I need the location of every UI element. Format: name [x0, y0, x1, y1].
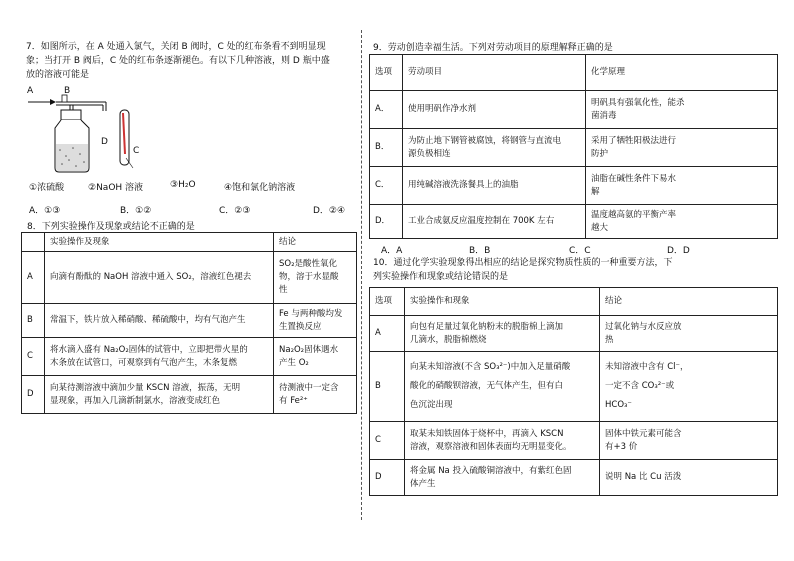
q8-header-label [22, 233, 45, 252]
q7-option-d[interactable]: D．②④ [313, 206, 346, 216]
fig-label-b: B [64, 86, 71, 96]
q9-header-label: 选项 [370, 55, 403, 91]
q8-header-conclusion: 结论 [274, 233, 357, 252]
q9-header-principle: 化学原理 [586, 55, 778, 91]
q8-header-op: 实验操作及现象 [45, 233, 274, 252]
q10-header-conclusion: 结论 [600, 288, 778, 316]
table-row: D 向某待测溶液中滴加少量 KSCN 溶液，振荡，无明 显现象，再加入几滴新制氯水，溶液变成红色 待测液中一定含 有 Fe²⁺ [22, 376, 357, 414]
table-row: B 常温下，铁片放入稀硝酸、稀硫酸中，均有气泡产生 Fe 与两种酸均发 生置换反应 [22, 304, 357, 338]
column-divider [361, 30, 362, 520]
q7-option-c[interactable]: C．②③ [219, 206, 251, 216]
q7-stem: 7．如图所示，在 A 处通入氯气，关闭 B 阀时，C 处的红布条看不到明显现 象；当打开 B 阀后，C 处的红布条逐渐褪色。有以下几种溶液，则 D 瓶中盛 放的溶液可能是 [26, 42, 330, 80]
table-row: D． 工业合成氨反应温度控制在 700K 左右 温度越高氨的平衡产率 越大 [370, 205, 778, 239]
q9-option-d[interactable]: D．D [667, 246, 690, 256]
table-row: B 向某未知溶液(不含 SO₃²⁻)中加入足量硝酸 酸化的硝酸钡溶液，无气体产生，但有白 色沉淀出现 未知溶液中含有 Cl⁻， 一定不含 CO₃²⁻或 HCO₃⁻ [370, 352, 778, 422]
q10-header-op: 实验操作和现象 [405, 288, 600, 316]
q9-table [369, 54, 778, 239]
fig-label-d: D [101, 137, 108, 147]
q9-option-b[interactable]: B．B [469, 246, 491, 256]
table-row: A． 使用明矾作净水剂 明矾具有强氧化性，能杀 菌消毒 [370, 91, 778, 129]
table-row: A 向滴有酚酞的 NaOH 溶液中通入 SO₂，溶液红色褪去 SO₂是酸性氧化 物，溶于水显酸 性 [22, 252, 357, 304]
table-row: B． 为防止地下钢管被腐蚀，将钢管与直流电 源负极相连 采用了牺牲阳极法进行 防护 [370, 129, 778, 167]
q7-item-3: ③H₂O [170, 180, 196, 190]
q8-stem: 8．下列实验操作及现象或结论不正确的是 [27, 222, 195, 232]
fig-label-a: A [27, 86, 34, 96]
q9-option-a[interactable]: A．A [381, 246, 403, 256]
q10-table [369, 287, 778, 496]
q10-stem: 10．通过化学实验现象得出相应的结论是探究物质性质的一种重要方法，下 列实验操作和现象或结论错误的是 [373, 258, 673, 282]
q10-header-label: 选项 [370, 288, 405, 316]
table-row: C 取某未知铁固体于烧杯中，再滴入 KSCN 溶液，观察溶液和固体表面均无明显变化。 固体中铁元素可能含 有+3 价 [370, 422, 778, 460]
q7-item-2: ②NaOH 溶液 [88, 183, 144, 193]
q7-apparatus-diagram [28, 86, 148, 178]
table-row: D 将金属 Na 投入硫酸铜溶液中，有紫红色固 体产生 说明 Na 比 Cu 活泼 [370, 460, 778, 496]
q9-stem: 9．劳动创造幸福生活。下列对劳动项目的原理解释正确的是 [373, 43, 613, 53]
q8-table [21, 232, 357, 414]
q7-item-4: ④饱和氯化钠溶液 [224, 183, 296, 193]
q7-option-b[interactable]: B．①② [120, 206, 152, 216]
q7-item-1: ①浓硫酸 [29, 183, 65, 193]
q9-option-c[interactable]: C．C [569, 246, 591, 256]
fig-label-c: C [133, 146, 140, 156]
q9-header-item: 劳动项目 [403, 55, 586, 91]
table-row: A 向包有足量过氧化钠粉末的脱脂棉上滴加 几滴水，脱脂棉燃烧 过氧化钠与水反应放 热 [370, 316, 778, 352]
table-row: C 将水滴入盛有 Na₂O₂固体的试管中，立即把带火星的 木条放在试管口，可观察到有气泡产生，木条复燃 Na₂O₂固体遇水 产生 O₂ [22, 338, 357, 376]
q7-option-a[interactable]: A．①③ [29, 206, 61, 216]
table-row: C． 用纯碱溶液洗涤餐具上的油脂 油脂在碱性条件下易水 解 [370, 167, 778, 205]
